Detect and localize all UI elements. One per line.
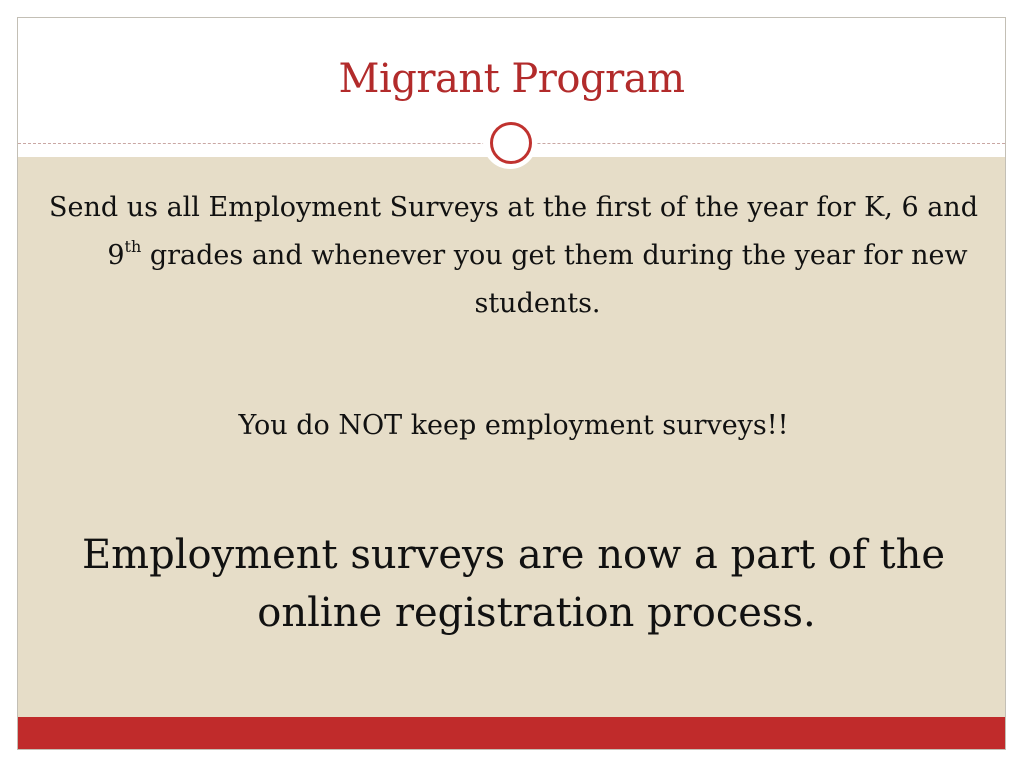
paragraph1-text-end: grades and whenever you get them during the year for new students. [141, 240, 968, 319]
ornament-ring [490, 122, 532, 164]
paragraph-do-not-keep: You do NOT keep employment surveys!! [238, 410, 789, 441]
paragraph-employment-surveys [46, 184, 981, 328]
bottom-accent-bar [18, 717, 1005, 750]
paragraph-online-registration: Employment surveys are now a part of the online registration process. [81, 532, 946, 636]
slide-title: Migrant Program [338, 56, 685, 102]
circle-ornament-icon [483, 115, 537, 169]
paragraph1-superscript: th [124, 237, 142, 256]
paragraph1-text: Send us all Employment Surveys at the first of the year for K, 6 and 9 [49, 192, 978, 271]
slide [17, 17, 1006, 750]
